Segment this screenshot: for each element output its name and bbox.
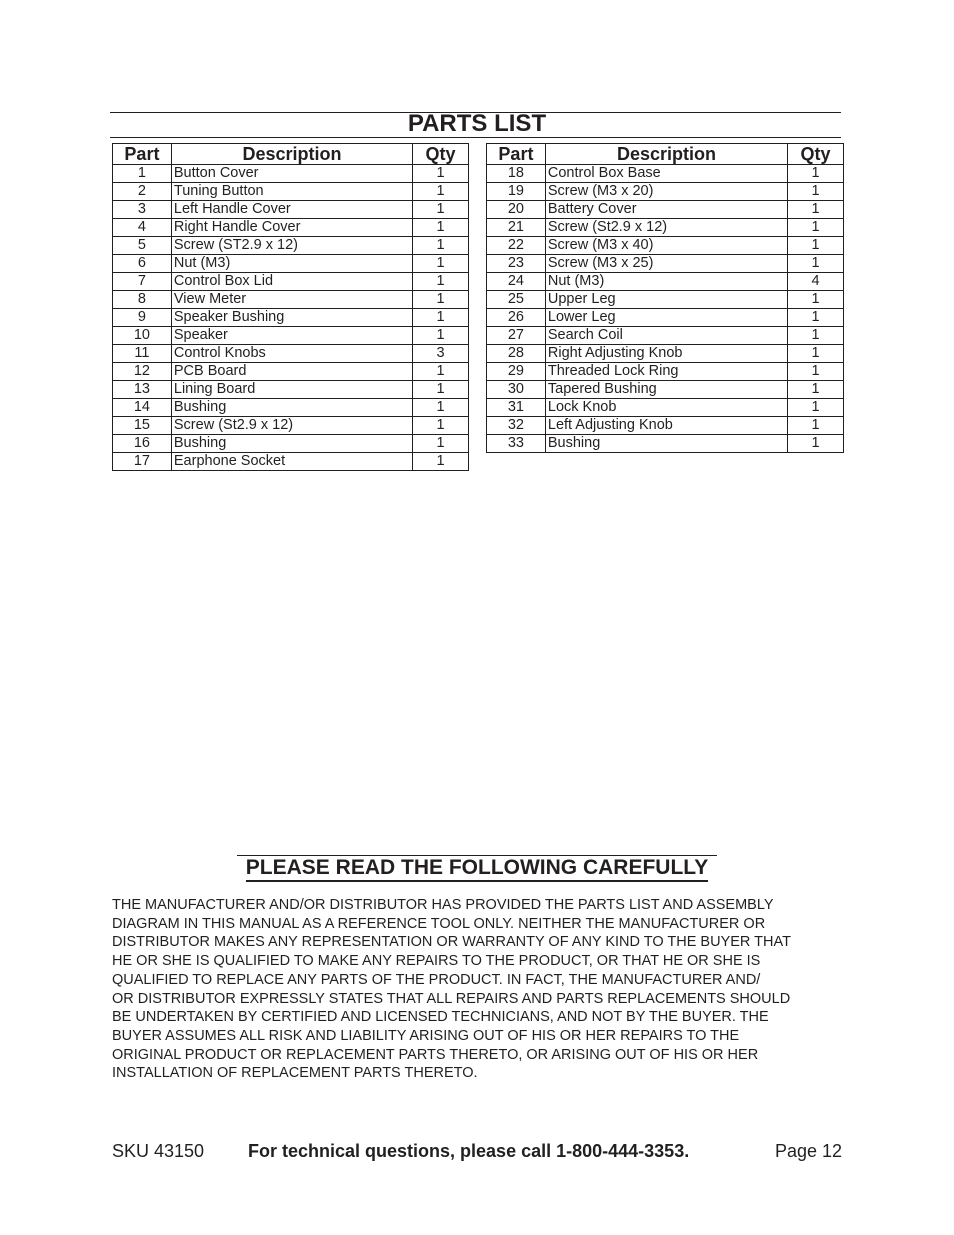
footer-page-number: Page 12 — [774, 1141, 842, 1161]
part-number-cell: 20 — [487, 201, 546, 219]
part-qty-cell: 1 — [788, 165, 844, 183]
table-row — [487, 255, 844, 273]
part-description-cell: Screw (ST2.9 x 12) — [171, 237, 412, 255]
part-description-cell: Right Handle Cover — [171, 219, 412, 237]
part-number-cell: 19 — [487, 183, 546, 201]
table-row — [487, 417, 844, 435]
part-qty-cell: 1 — [413, 183, 469, 201]
part-description-cell: Bushing — [171, 399, 412, 417]
table-row — [113, 219, 469, 237]
part-qty-cell: 3 — [413, 345, 469, 363]
title-rule-bottom — [110, 137, 841, 138]
part-qty-cell: 1 — [413, 309, 469, 327]
notice-heading — [0, 855, 954, 881]
part-description-cell: Battery Cover — [545, 201, 787, 219]
part-column-header: Part — [487, 144, 546, 165]
part-number-cell: 30 — [487, 381, 546, 399]
part-description-cell: Speaker — [171, 327, 412, 345]
part-qty-cell: 1 — [413, 417, 469, 435]
table-row — [113, 273, 469, 291]
part-description-cell: Right Adjusting Knob — [545, 345, 787, 363]
part-number-cell: 4 — [113, 219, 172, 237]
table-row — [113, 255, 469, 273]
parts-table-right — [486, 143, 844, 453]
table-row — [113, 399, 469, 417]
table-row — [113, 327, 469, 345]
part-qty-cell: 1 — [788, 345, 844, 363]
part-qty-cell: 1 — [788, 291, 844, 309]
part-description-cell: Upper Leg — [545, 291, 787, 309]
notice-line: OR DISTRIBUTOR EXPRESSLY STATES THAT ALL REPAIRS AND PARTS REPLACEMENTS SHOULD — [112, 990, 791, 1007]
part-number-cell: 1 — [113, 165, 172, 183]
notice-line: BUYER ASSUMES ALL RISK AND LIABILITY ARISING OUT OF HIS OR HER REPAIRS TO THE — [112, 1027, 740, 1044]
part-number-cell: 32 — [487, 417, 546, 435]
qty-column-header: Qty — [788, 144, 844, 165]
part-qty-cell: 1 — [413, 255, 469, 273]
part-qty-cell: 1 — [413, 363, 469, 381]
part-qty-cell: 1 — [788, 201, 844, 219]
part-number-cell: 17 — [113, 453, 172, 471]
part-description-cell: Screw (St2.9 x 12) — [171, 417, 412, 435]
part-column-header: Part — [113, 144, 172, 165]
table-row — [487, 345, 844, 363]
part-qty-cell: 1 — [413, 381, 469, 399]
part-qty-cell: 1 — [413, 165, 469, 183]
part-number-cell: 25 — [487, 291, 546, 309]
part-description-cell: Search Coil — [545, 327, 787, 345]
notice-body — [112, 896, 852, 1083]
description-column-header: Description — [545, 144, 787, 165]
table-row — [487, 381, 844, 399]
part-qty-cell: 1 — [413, 453, 469, 471]
part-number-cell: 33 — [487, 435, 546, 453]
part-number-cell: 2 — [113, 183, 172, 201]
part-qty-cell: 1 — [413, 327, 469, 345]
part-description-cell: Screw (St2.9 x 12) — [545, 219, 787, 237]
part-description-cell: Earphone Socket — [171, 453, 412, 471]
part-qty-cell: 1 — [788, 183, 844, 201]
part-number-cell: 27 — [487, 327, 546, 345]
part-description-cell: Button Cover — [171, 165, 412, 183]
notice-line: INSTALLATION OF REPLACEMENT PARTS THERETO. — [112, 1065, 478, 1082]
table-row — [113, 165, 469, 183]
part-description-cell: View Meter — [171, 291, 412, 309]
table-row — [487, 435, 844, 453]
part-number-cell: 16 — [113, 435, 172, 453]
part-number-cell: 29 — [487, 363, 546, 381]
part-description-cell: Control Box Lid — [171, 273, 412, 291]
table-header-row — [113, 144, 469, 165]
part-number-cell: 13 — [113, 381, 172, 399]
part-qty-cell: 1 — [788, 417, 844, 435]
table-row — [487, 399, 844, 417]
part-description-cell: Tuning Button — [171, 183, 412, 201]
notice-heading-overline — [237, 855, 717, 856]
part-number-cell: 28 — [487, 345, 546, 363]
footer-phone: For technical questions, please call 1-800-444-3353. — [248, 1141, 690, 1161]
part-qty-cell: 4 — [788, 273, 844, 291]
part-number-cell: 5 — [113, 237, 172, 255]
part-qty-cell: 1 — [788, 219, 844, 237]
part-qty-cell: 1 — [788, 435, 844, 453]
part-number-cell: 26 — [487, 309, 546, 327]
parts-table-left — [112, 143, 469, 471]
table-row — [487, 273, 844, 291]
part-number-cell: 12 — [113, 363, 172, 381]
notice-heading-text: PLEASE READ THE FOLLOWING CAREFULLY — [246, 856, 708, 882]
table-row — [113, 291, 469, 309]
table-row — [487, 291, 844, 309]
part-description-cell: Control Box Base — [545, 165, 787, 183]
part-qty-cell: 1 — [788, 381, 844, 399]
part-description-cell: Bushing — [545, 435, 787, 453]
part-number-cell: 14 — [113, 399, 172, 417]
part-description-cell: Control Knobs — [171, 345, 412, 363]
qty-column-header: Qty — [413, 144, 469, 165]
part-qty-cell: 1 — [413, 201, 469, 219]
part-description-cell: Nut (M3) — [171, 255, 412, 273]
table-row — [113, 381, 469, 399]
part-qty-cell: 1 — [413, 399, 469, 417]
part-qty-cell: 1 — [788, 399, 844, 417]
part-description-cell: Threaded Lock Ring — [545, 363, 787, 381]
part-description-cell: Left Handle Cover — [171, 201, 412, 219]
part-number-cell: 10 — [113, 327, 172, 345]
table-row — [487, 165, 844, 183]
part-number-cell: 23 — [487, 255, 546, 273]
part-description-cell: Screw (M3 x 25) — [545, 255, 787, 273]
part-number-cell: 15 — [113, 417, 172, 435]
part-description-cell: PCB Board — [171, 363, 412, 381]
table-row — [487, 237, 844, 255]
table-row — [487, 201, 844, 219]
part-description-cell: Bushing — [171, 435, 412, 453]
table-row — [113, 453, 469, 471]
part-number-cell: 22 — [487, 237, 546, 255]
part-qty-cell: 1 — [788, 363, 844, 381]
part-description-cell: Tapered Bushing — [545, 381, 787, 399]
description-column-header: Description — [171, 144, 412, 165]
part-description-cell: Lock Knob — [545, 399, 787, 417]
footer-sku: SKU 43150 — [112, 1141, 205, 1161]
notice-line: HE OR SHE IS QUALIFIED TO MAKE ANY REPAIRS TO THE PRODUCT, OR THAT HE OR SHE IS — [112, 953, 761, 970]
table-row — [487, 309, 844, 327]
part-qty-cell: 1 — [413, 237, 469, 255]
part-description-cell: Nut (M3) — [545, 273, 787, 291]
table-row — [487, 363, 844, 381]
notice-line: QUALIFIED TO REPLACE ANY PARTS OF THE PRODUCT. IN FACT, THE MANUFACTURER AND/ — [112, 971, 761, 988]
part-number-cell: 6 — [113, 255, 172, 273]
part-description-cell: Lining Board — [171, 381, 412, 399]
table-row — [113, 435, 469, 453]
part-qty-cell: 1 — [413, 291, 469, 309]
table-row — [113, 363, 469, 381]
part-qty-cell: 1 — [413, 219, 469, 237]
page-title: PARTS LIST — [407, 110, 547, 137]
table-row — [113, 345, 469, 363]
table-row — [487, 219, 844, 237]
part-qty-cell: 1 — [413, 435, 469, 453]
notice-line: DIAGRAM IN THIS MANUAL AS A REFERENCE TOOL ONLY. NEITHER THE MANUFACTURER OR — [112, 915, 766, 932]
part-qty-cell: 1 — [788, 237, 844, 255]
part-number-cell: 7 — [113, 273, 172, 291]
part-description-cell: Speaker Bushing — [171, 309, 412, 327]
part-description-cell: Screw (M3 x 20) — [545, 183, 787, 201]
table-row — [487, 183, 844, 201]
part-description-cell: Screw (M3 x 40) — [545, 237, 787, 255]
table-header-row — [487, 144, 844, 165]
part-number-cell: 18 — [487, 165, 546, 183]
part-qty-cell: 1 — [788, 309, 844, 327]
part-description-cell: Lower Leg — [545, 309, 787, 327]
part-number-cell: 9 — [113, 309, 172, 327]
part-number-cell: 31 — [487, 399, 546, 417]
table-row — [113, 237, 469, 255]
part-number-cell: 8 — [113, 291, 172, 309]
notice-line: DISTRIBUTOR MAKES ANY REPRESENTATION OR WARRANTY OF ANY KIND TO THE BUYER THAT — [112, 934, 791, 951]
table-row — [113, 201, 469, 219]
table-row — [113, 417, 469, 435]
part-description-cell: Left Adjusting Knob — [545, 417, 787, 435]
part-qty-cell: 1 — [788, 327, 844, 345]
part-number-cell: 3 — [113, 201, 172, 219]
part-qty-cell: 1 — [788, 255, 844, 273]
part-qty-cell: 1 — [413, 273, 469, 291]
table-row — [487, 327, 844, 345]
part-number-cell: 21 — [487, 219, 546, 237]
notice-line: THE MANUFACTURER AND/OR DISTRIBUTOR HAS PROVIDED THE PARTS LIST AND ASSEMBLY — [112, 897, 774, 913]
notice-line: ORIGINAL PRODUCT OR REPLACEMENT PARTS THERETO, OR ARISING OUT OF HIS OR HER — [112, 1046, 759, 1063]
notice-line: BE UNDERTAKEN BY CERTIFIED AND LICENSED TECHNICIANS, AND NOT BY THE BUYER. THE — [112, 1009, 769, 1026]
part-number-cell: 11 — [113, 345, 172, 363]
table-row — [113, 183, 469, 201]
part-number-cell: 24 — [487, 273, 546, 291]
table-row — [113, 309, 469, 327]
